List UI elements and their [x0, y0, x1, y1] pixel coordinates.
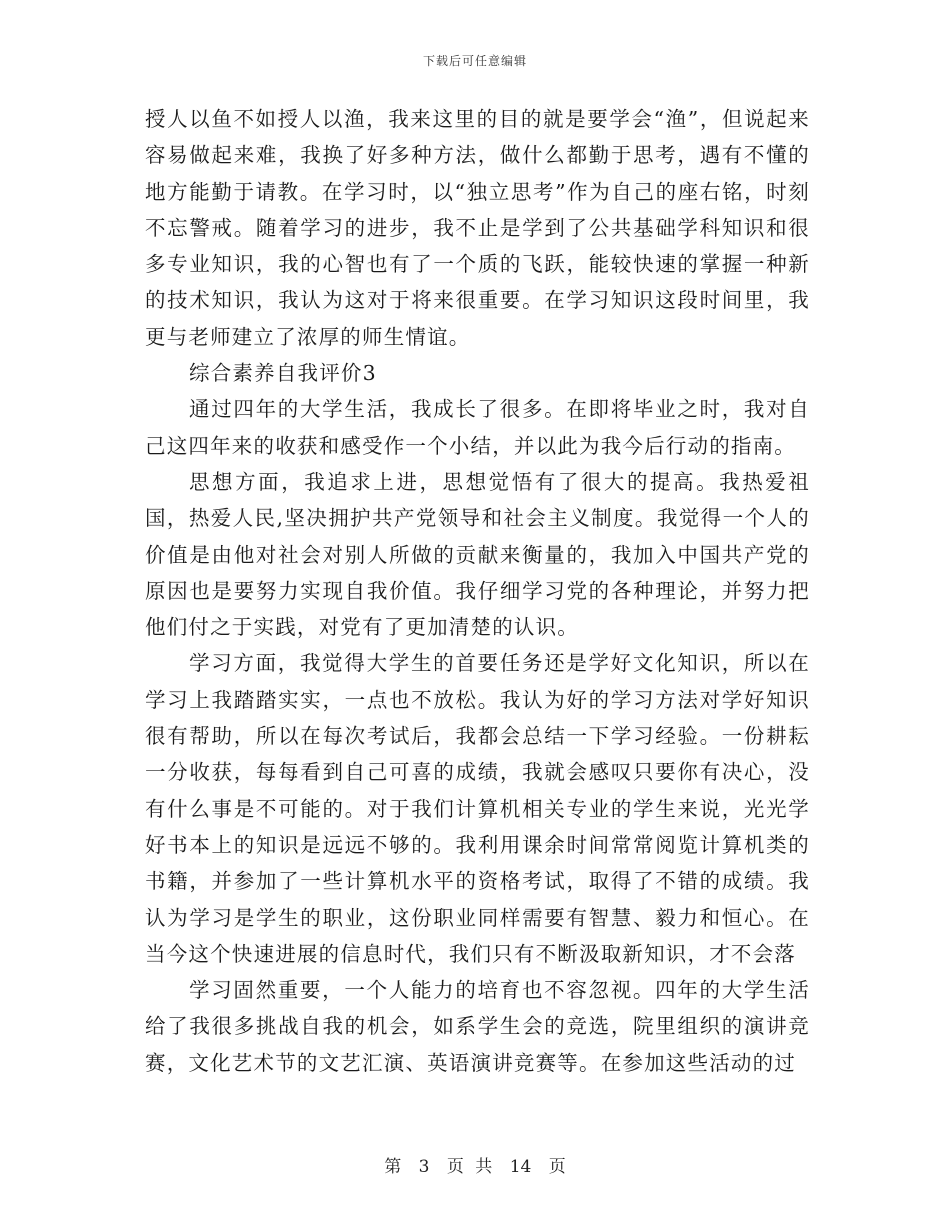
paragraph-intro: 授人以鱼不如授人以渔，我来这里的目的就是要学会“渔”，但说起来容易做起来难，我换了好多种方法，做什么都勤于思考，遇有不懂的地方能勤于请教。在学习时，以“独立思考”作为自己的座右铭，时刻不忘警戒。随着学习的进步，我不止是学到了公共基础学科知识和很多专业知识，我的心智也有了一个质的飞跃，能较快速的掌握一种新的技术知识，我认为这对于将来很重要。在学习知识这段时间里，我更与老师建立了浓厚的师生情谊。 [145, 107, 810, 349]
footer-middle: 页 共 [446, 1157, 493, 1177]
paragraph-ability: 学习固然重要，一个人能力的培育也不容忽视。四年的大学生活给了我很多挑战自我的机会，如系学生会的竞选，院里组织的演讲竞赛，文化艺术节的文艺汇演、英语演讲竞赛等。在参加这些活动的过 [145, 978, 810, 1075]
paragraph-overview: 通过四年的大学生活，我成长了很多。在即将毕业之时，我对自己这四年来的收获和感受作一个小结，并以此为我今后行动的指南。 [145, 397, 810, 458]
paragraph-study: 学习方面，我觉得大学生的首要任务还是学好文化知识，所以在学习上我踏踏实实，一点也不放松。我认为好的学习方法对学好知识很有帮助，所以在每次考试后，我都会总结一下学习经验。一份耕耘一分收获，每每看到自己可喜的成绩，我就会感叹只要你有决心，没有什么事是不可能的。对于我们计算机相关专业的学生来说，光光学好书本上的知识是远远不够的。我利用课余时间常常阅览计算机类的书籍，并参加了一些计算机水平的资格考试，取得了不错的成绩。我认为学习是学生的职业，这份职业同样需要有智慧、毅力和恒心。在当今这个快速进展的信息时代，我们只有不断汲取新知识，才不会落 [145, 651, 810, 966]
footer-prefix: 第 [384, 1157, 402, 1177]
header-text: 下载后可任意编辑 [422, 54, 527, 68]
page-header [0, 52, 950, 69]
footer-page-number: 3 [418, 1157, 430, 1177]
footer-total-pages: 14 [509, 1157, 532, 1177]
section-heading: 综合素养自我评价3 [189, 361, 377, 386]
page-footer [0, 1152, 950, 1177]
footer-suffix: 页 [548, 1157, 566, 1177]
document-body [145, 101, 810, 1081]
paragraph-ideology: 思想方面，我追求上进，思想觉悟有了很大的提高。我热爱祖国，热爱人民,坚决拥护共产党领导和社会主义制度。我觉得一个人的价值是由他对社会对别人所做的贡献来衡量的，我加入中国共产党的原因也是要努力实现自我价值。我仔细学习党的各种理论，并努力把他们付之于实践，对党有了更加清楚的认识。 [145, 469, 810, 640]
